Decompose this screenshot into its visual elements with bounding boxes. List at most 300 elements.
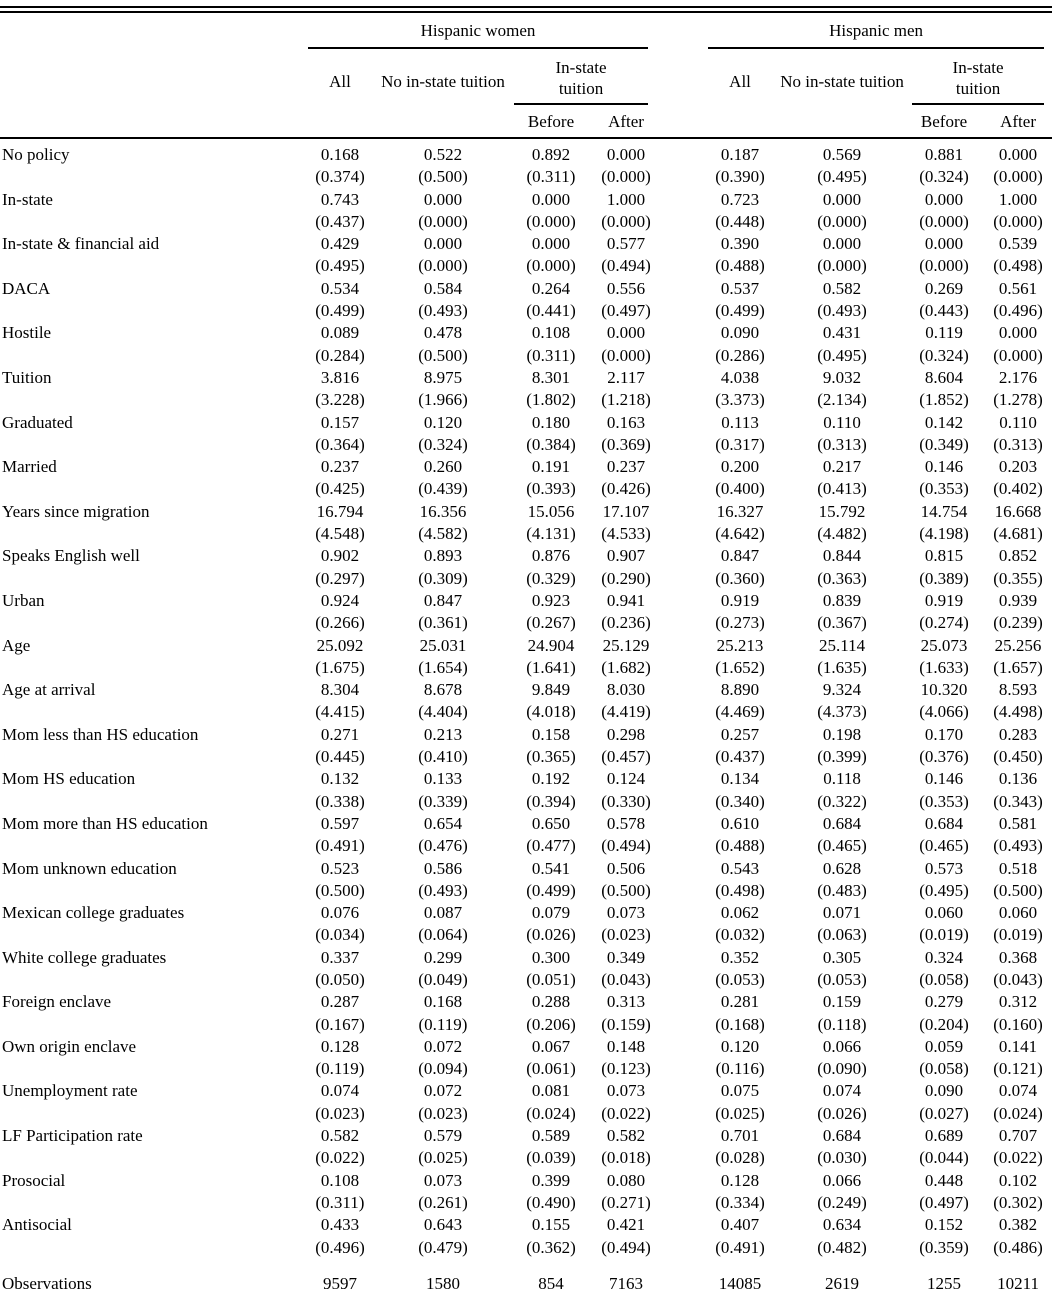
sd-cell: (0.497) [919,1192,969,1212]
mean-cell: 0.060 [998,903,1038,923]
sd-cell: (0.498) [993,256,1043,276]
sd-cell: (0.439) [418,479,468,499]
table-row-sd [0,1058,1052,1080]
empty-label-cell [0,1103,300,1125]
group-gap [656,367,700,389]
group-gap [656,322,700,344]
sd-cell: (3.228) [315,390,365,410]
mean-cell: 0.000 [998,323,1038,343]
mean-cell: 0.582 [320,1126,360,1146]
empty-label-cell [0,969,300,991]
sd-cell: (0.261) [418,1192,468,1212]
mean-cell: 0.073 [423,1170,463,1190]
row-label: Tuition [2,367,52,387]
sd-cell: (0.313) [817,434,867,454]
mean-cell: 0.118 [823,769,861,789]
sd-cell: (0.000) [817,256,867,276]
sd-cell: (0.058) [919,969,969,989]
sd-cell: (0.500) [993,880,1043,900]
group-gap [656,49,700,107]
sd-cell: (0.437) [715,747,765,767]
group-gap [656,13,700,49]
empty-label-cell [0,166,300,188]
observations-cell: 10211 [997,1273,1039,1293]
sd-cell: (0.053) [817,969,867,989]
table-row [0,813,1052,835]
group-gap [656,1058,700,1080]
mean-cell: 8.030 [606,680,646,700]
mean-cell: 25.114 [818,635,866,655]
group-gap [656,1192,700,1214]
mean-cell: 0.523 [320,858,360,878]
mean-cell: 0.723 [720,189,760,209]
mean-cell: 16.327 [716,501,764,521]
sd-cell: (0.340) [715,791,765,811]
group-gap [656,791,700,813]
sd-cell: (0.476) [418,836,468,856]
mean-cell: 15.056 [527,501,575,521]
row-label: Antisocial [2,1215,72,1235]
mean-cell: 0.506 [606,858,646,878]
sd-cell: (0.053) [715,969,765,989]
mean-cell: 0.597 [320,813,360,833]
mean-cell: 0.120 [720,1036,760,1056]
observations-cell: 1255 [927,1273,962,1293]
sd-cell: (0.297) [315,568,365,588]
row-label: Speaks English well [2,546,140,566]
mean-cell: 0.269 [924,278,964,298]
empty-label-cell [0,1192,300,1214]
sd-cell: (0.206) [526,1014,576,1034]
mean-cell: 0.939 [998,590,1038,610]
col-header-before-women: Before [506,107,596,138]
sd-cell: (4.198) [919,524,969,544]
mean-cell: 0.271 [320,724,360,744]
mean-cell: 0.000 [423,189,463,209]
mean-cell: 0.000 [998,145,1038,164]
before-after-row [0,107,1052,138]
sd-cell: (0.324) [418,434,468,454]
sd-cell: (0.284) [315,345,365,365]
row-label: Unemployment rate [2,1081,138,1101]
sd-cell: (0.482) [817,1237,867,1257]
mean-cell: 0.288 [531,992,571,1012]
mean-cell: 0.305 [822,947,862,967]
sd-cell: (0.051) [526,969,576,989]
empty-label-cell [0,345,300,367]
group-gap [656,746,700,768]
mean-cell: 0.264 [531,278,571,298]
sd-cell: (0.324) [919,345,969,365]
row-label: Own origin enclave [2,1036,137,1056]
mean-cell: 0.299 [423,947,463,967]
sd-cell: (0.044) [919,1148,969,1168]
observations-label: Observations [2,1273,92,1293]
sd-cell: (4.482) [817,524,867,544]
mean-cell: 0.000 [822,234,862,254]
empty-cell [380,107,506,138]
sd-cell: (0.450) [993,747,1043,767]
table-row [0,1125,1052,1147]
observations-cell: 7163 [609,1273,644,1293]
sd-cell: (0.394) [526,791,576,811]
mean-cell: 0.839 [822,590,862,610]
table-row [0,679,1052,701]
group-gap [656,345,700,367]
table-row [0,367,1052,389]
mean-cell: 0.287 [320,992,360,1012]
group-gap [656,635,700,657]
sd-cell: (4.131) [526,524,576,544]
empty-label-cell [0,1058,300,1080]
mean-cell: 2.176 [998,367,1038,387]
sd-cell: (0.039) [526,1148,576,1168]
sd-cell: (0.338) [315,791,365,811]
mean-cell: 0.847 [720,546,760,566]
mean-cell: 0.102 [998,1170,1038,1190]
table-row [0,189,1052,211]
sd-cell: (0.090) [817,1059,867,1079]
sd-cell: (1.218) [601,390,651,410]
mean-cell: 0.407 [720,1215,760,1235]
empty-cell [700,107,780,138]
group-gap [656,813,700,835]
mean-cell: 0.312 [998,992,1038,1012]
table-row-sd [0,568,1052,590]
sd-cell: (0.495) [817,167,867,187]
mean-cell: 0.110 [823,412,861,432]
sd-cell: (0.121) [993,1059,1043,1079]
row-label: Mexican college graduates [2,903,185,923]
sd-cell: (0.493) [993,836,1043,856]
sd-cell: (1.675) [315,657,365,677]
sd-cell: (0.025) [715,1103,765,1123]
table-row [0,590,1052,612]
mean-cell: 0.062 [720,903,760,923]
group-gap [656,969,700,991]
empty-label-cell [0,568,300,590]
mean-cell: 0.579 [423,1126,463,1146]
sd-cell: (0.236) [601,613,651,633]
mean-cell: 0.074 [320,1081,360,1101]
group-gap [656,858,700,880]
table-row [0,1036,1052,1058]
mean-cell: 0.110 [999,412,1037,432]
sd-cell: (0.023) [418,1103,468,1123]
sd-cell: (4.373) [817,702,867,722]
empty-label-cell [0,701,300,723]
sd-cell: (0.160) [993,1014,1043,1034]
mean-cell: 0.634 [822,1215,862,1235]
instate-label-men: In-state tuition [952,58,1004,98]
table-row [0,412,1052,434]
group-gap [656,701,700,723]
sd-cell: (0.500) [418,345,468,365]
group-gap [656,456,700,478]
group-gap [656,1080,700,1102]
sd-cell: (1.852) [919,390,969,410]
empty-label-cell [0,880,300,902]
mean-cell: 0.431 [822,323,862,343]
mean-cell: 10.320 [920,680,968,700]
sd-cell: (4.548) [315,524,365,544]
row-label: Years since migration [2,501,150,521]
sd-cell: (0.498) [715,880,765,900]
sd-cell: (0.000) [993,167,1043,187]
sd-cell: (4.681) [993,524,1043,544]
sd-cell: (0.364) [315,434,365,454]
mean-cell: 16.356 [419,501,467,521]
group-gap [656,679,700,701]
table-row-sd [0,835,1052,857]
mean-cell: 0.073 [606,1081,646,1101]
group-gap [656,389,700,411]
group-header-hispanic-men [700,13,1052,49]
table-row [0,322,1052,344]
mean-cell: 2.117 [607,367,645,387]
sd-cell: (0.479) [418,1237,468,1257]
table-row [0,1170,1052,1192]
sd-cell: (0.313) [993,434,1043,454]
sd-cell: (0.425) [315,479,365,499]
mean-cell: 0.000 [606,145,646,164]
sd-cell: (0.496) [315,1237,365,1257]
sd-cell: (0.025) [418,1148,468,1168]
mean-cell: 0.349 [606,947,646,967]
sd-cell: (0.384) [526,434,576,454]
sd-cell: (0.094) [418,1059,468,1079]
mean-cell: 25.213 [716,635,764,655]
empty-label-cell [0,523,300,545]
sd-cell: (0.410) [418,747,468,767]
sd-cell: (0.500) [315,880,365,900]
mean-cell: 0.650 [531,813,571,833]
table-row-sd [0,1147,1052,1169]
mean-cell: 0.518 [998,858,1038,878]
sd-cell: (0.027) [919,1103,969,1123]
mean-cell: 0.522 [423,145,463,164]
mean-cell: 0.134 [720,769,760,789]
sd-cell: (0.050) [315,969,365,989]
mean-cell: 0.684 [822,813,862,833]
group-gap [656,1103,700,1125]
empty-label-cell [0,389,300,411]
row-label: Age [2,635,31,655]
mean-cell: 4.038 [720,367,760,387]
sd-cell: (1.635) [817,657,867,677]
group-gap [656,1170,700,1192]
mean-cell: 0.257 [720,724,760,744]
sd-cell: (0.311) [526,167,576,187]
sd-cell: (1.966) [418,390,468,410]
sd-cell: (0.023) [315,1103,365,1123]
mean-cell: 25.031 [419,635,467,655]
sd-cell: (0.302) [993,1192,1043,1212]
table-row [0,278,1052,300]
sd-cell: (0.118) [817,1014,867,1034]
table-row-sd [0,1103,1052,1125]
sd-cell: (0.026) [817,1103,867,1123]
table-row-sd [0,300,1052,322]
sd-cell: (0.000) [601,211,651,231]
table-row-sd [0,166,1052,188]
mean-cell: 0.168 [423,992,463,1012]
sd-cell: (0.399) [817,747,867,767]
table-row [0,1214,1052,1236]
sd-cell: (0.061) [526,1059,576,1079]
sd-cell: (0.493) [817,301,867,321]
sd-cell: (0.499) [315,301,365,321]
group-gap [656,233,700,255]
sd-cell: (1.278) [993,390,1043,410]
mean-cell: 0.237 [320,457,360,477]
mean-cell: 0.072 [423,1036,463,1056]
mean-cell: 0.892 [531,145,571,164]
sd-cell: (0.486) [993,1237,1043,1257]
mean-cell: 16.794 [316,501,364,521]
mean-cell: 17.107 [602,501,650,521]
mean-cell: 0.203 [998,457,1038,477]
mean-cell: 0.684 [822,1126,862,1146]
mean-cell: 0.941 [606,590,646,610]
sd-cell: (0.445) [315,747,365,767]
row-label: Mom HS education [2,769,136,789]
observations-cell: 2619 [825,1273,860,1293]
sd-cell: (0.448) [715,211,765,231]
mean-cell: 0.390 [720,234,760,254]
sd-cell: (0.495) [817,345,867,365]
sd-cell: (4.533) [601,524,651,544]
mean-cell: 0.907 [606,546,646,566]
col-header-no-instate-women: No in-state tuition [381,71,505,91]
mean-cell: 0.844 [822,546,862,566]
sd-cell: (0.266) [315,613,365,633]
mean-cell: 0.000 [924,189,964,209]
sd-cell: (0.273) [715,613,765,633]
sd-cell: (0.477) [526,836,576,856]
mean-cell: 0.066 [822,1170,862,1190]
sd-cell: (0.390) [715,167,765,187]
sd-cell: (0.495) [919,880,969,900]
mean-cell: 0.279 [924,992,964,1012]
sd-cell: (0.317) [715,434,765,454]
sd-cell: (4.498) [993,702,1043,722]
mean-cell: 8.890 [720,680,760,700]
mean-cell: 0.582 [606,1126,646,1146]
mean-cell: 0.119 [925,323,963,343]
mean-cell: 0.701 [720,1126,760,1146]
mean-cell: 8.304 [320,680,360,700]
sd-cell: (0.000) [919,211,969,231]
sd-cell: (0.309) [418,568,468,588]
mean-cell: 0.158 [531,724,571,744]
sd-cell: (0.000) [601,345,651,365]
sd-cell: (4.469) [715,702,765,722]
sd-cell: (0.043) [993,969,1043,989]
row-label: Mom unknown education [2,858,177,878]
sd-cell: (0.019) [919,925,969,945]
mean-cell: 0.000 [822,189,862,209]
empty-cell [300,107,380,138]
mean-cell: 0.090 [720,323,760,343]
sd-cell: (0.032) [715,925,765,945]
mean-cell: 0.582 [822,278,862,298]
observations-cell: 9597 [323,1273,357,1293]
sd-cell: (0.274) [919,613,969,633]
mean-cell: 9.032 [822,367,862,387]
col-header-all-women: All [329,71,351,91]
sd-cell: (4.066) [919,702,969,722]
table-row-sd [0,1014,1052,1036]
mean-cell: 0.281 [720,992,760,1012]
sd-cell: (0.034) [315,925,365,945]
sd-cell: (0.271) [601,1192,651,1212]
table-row-sd [0,523,1052,545]
row-label: Graduated [2,412,73,432]
mean-cell: 0.534 [320,278,360,298]
mean-cell: 0.923 [531,590,571,610]
mean-cell: 0.283 [998,724,1038,744]
mean-cell: 0.108 [320,1170,360,1190]
mean-cell: 0.073 [606,903,646,923]
sd-cell: (0.290) [601,568,651,588]
sd-cell: (3.373) [715,390,765,410]
table-row-sd [0,345,1052,367]
sd-cell: (0.413) [817,479,867,499]
mean-cell: 0.074 [822,1081,862,1101]
table-row-sd [0,478,1052,500]
empty-cell [0,49,300,107]
sd-cell: (1.657) [993,657,1043,677]
empty-label-cell [0,478,300,500]
sd-cell: (0.360) [715,568,765,588]
summary-statistics-table [0,13,1052,1302]
sd-cell: (0.343) [993,791,1043,811]
mean-cell: 0.539 [998,234,1038,254]
sd-cell: (0.022) [601,1103,651,1123]
sd-cell: (0.500) [418,167,468,187]
table-row [0,858,1052,880]
sd-cell: (0.393) [526,479,576,499]
group-header-men-label: Hispanic men [708,20,1044,49]
mean-cell: 0.180 [531,412,571,432]
mean-cell: 0.146 [924,457,964,477]
mean-cell: 0.213 [423,724,463,744]
sd-cell: (0.249) [817,1192,867,1212]
mean-cell: 0.159 [822,992,862,1012]
mean-cell: 0.079 [531,903,571,923]
mean-cell: 0.141 [998,1036,1038,1056]
mean-cell: 0.087 [423,903,463,923]
sd-cell: (0.369) [601,434,651,454]
mean-cell: 0.128 [720,1170,760,1190]
mean-cell: 0.076 [320,903,360,923]
mean-cell: 0.132 [320,769,360,789]
sd-cell: (0.000) [993,345,1043,365]
table-row [0,902,1052,924]
mean-cell: 0.000 [606,323,646,343]
mean-cell: 0.433 [320,1215,360,1235]
sd-cell: (0.334) [715,1192,765,1212]
empty-cell [780,107,904,138]
sd-cell: (1.641) [526,657,576,677]
mean-cell: 0.537 [720,278,760,298]
mean-cell: 0.628 [822,858,862,878]
empty-label-cell [0,1014,300,1036]
table-header [0,13,1052,138]
empty-label-cell [0,612,300,634]
mean-cell: 0.368 [998,947,1038,967]
